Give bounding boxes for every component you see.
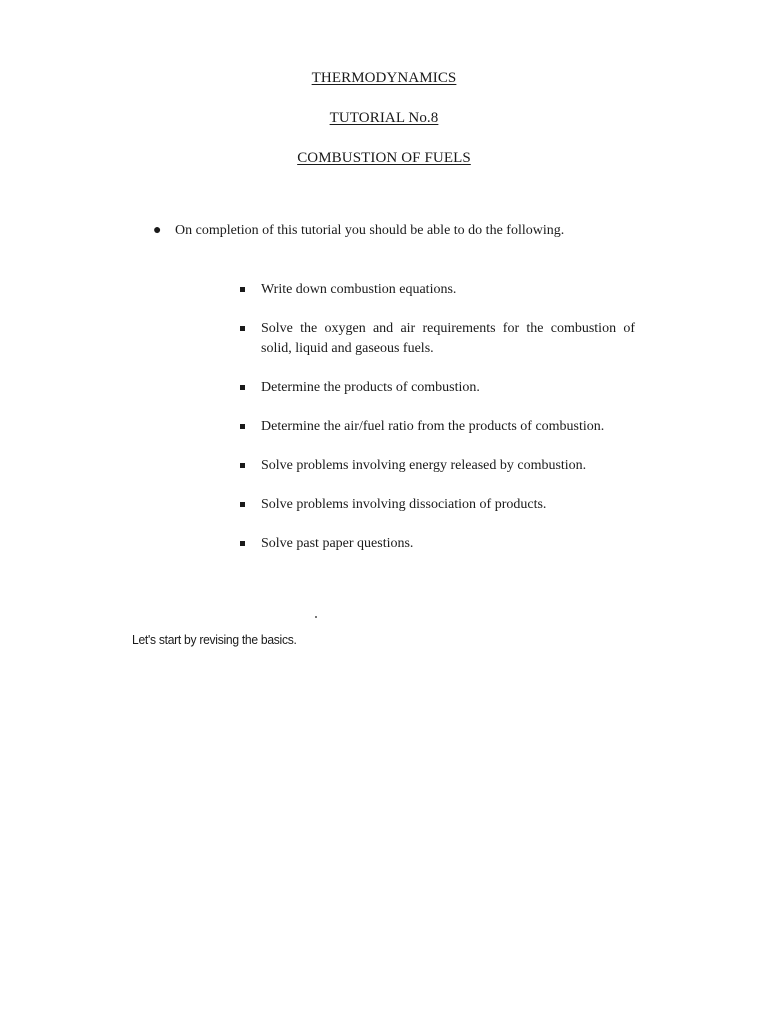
square-bullet-icon (240, 541, 245, 546)
objective-text: Determine the products of combustion. (261, 380, 480, 395)
objective-text: Solve the oxygen and air requirements for the combustion of solid, liquid and gaseous fuels. (261, 321, 635, 356)
objective-item (240, 319, 635, 359)
objective-item (240, 534, 635, 554)
objective-item (240, 417, 635, 437)
tutorial-number: TUTORIAL No.8 (329, 110, 439, 126)
objective-text: Solve problems involving energy released by combustion. (261, 458, 587, 473)
round-bullet-icon: ● (153, 223, 162, 238)
objective-text: Determine the air/fuel ratio from the products of combustion. (261, 419, 605, 434)
square-bullet-icon (240, 287, 245, 292)
square-bullet-icon (240, 502, 245, 507)
objective-item (240, 456, 635, 476)
square-bullet-icon (240, 424, 245, 429)
topic-title: COMBUSTION OF FUELS (297, 150, 471, 166)
objective-text: Solve past paper questions. (261, 536, 414, 551)
objectives-list (240, 280, 635, 573)
objective-text: Solve problems involving dissociation of products. (261, 497, 547, 512)
intro-text: On completion of this tutorial you should be able to do the following. (175, 223, 565, 238)
square-bullet-icon (240, 463, 245, 468)
objective-item (240, 378, 635, 398)
closing-line: Let's start by revising the basics. (132, 632, 297, 647)
objective-item (240, 495, 635, 515)
square-bullet-icon (240, 326, 245, 331)
square-bullet-icon (240, 385, 245, 390)
objective-text: Write down combustion equations. (261, 282, 457, 297)
stray-dot (315, 616, 317, 618)
objective-item (240, 280, 635, 300)
document-title: THERMODYNAMICS (311, 70, 457, 86)
intro-paragraph (153, 221, 635, 241)
